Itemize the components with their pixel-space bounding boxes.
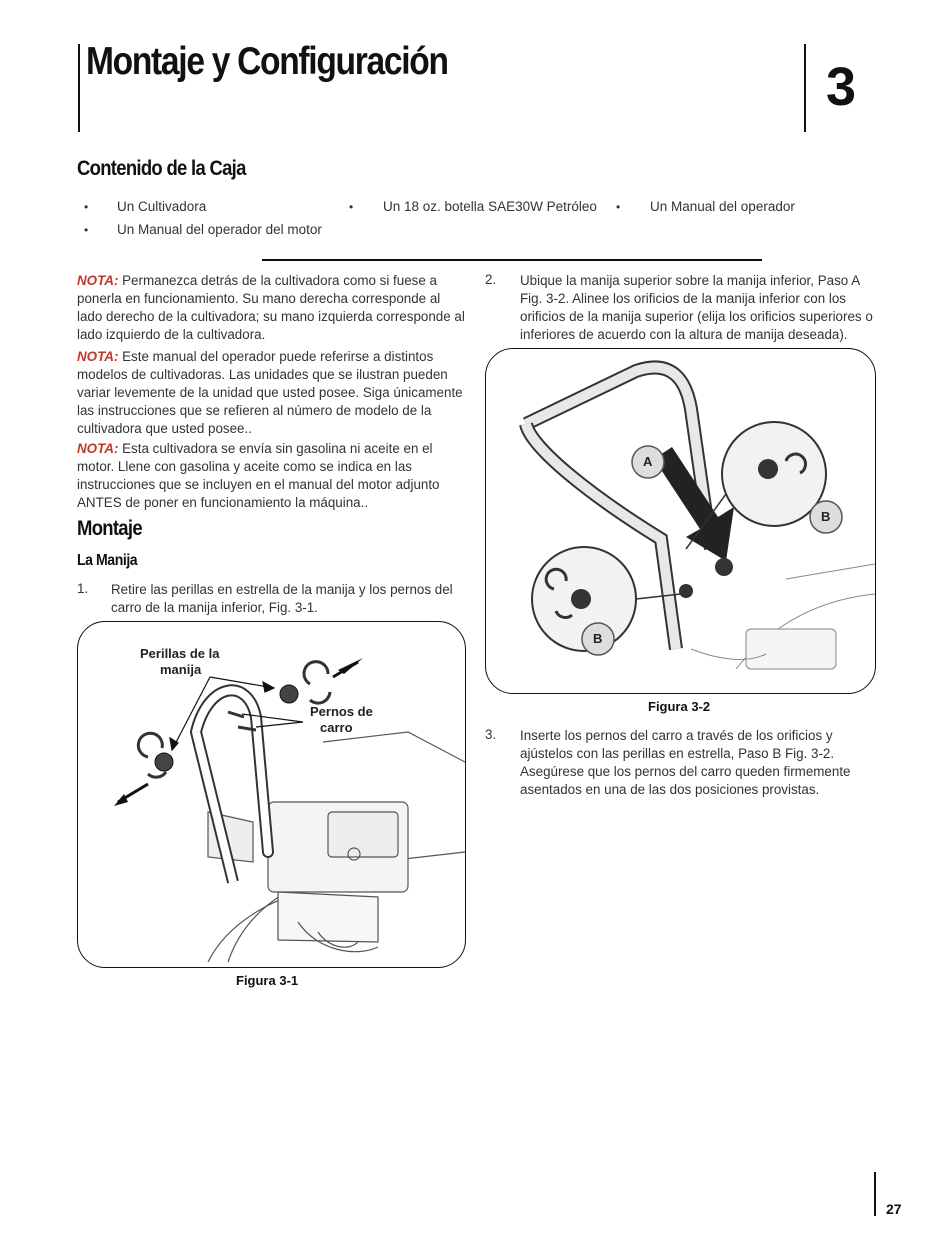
page-title: Montaje y Configuración [86, 40, 448, 83]
note-text: Esta cultivadora se envía sin gasolina ni aceite en el motor. Llene con gasolina y aceite como se indica en las instrucciones que se incluyen en el manual del motor adjunto ANTES de poner en funcionamiento la máquina.. [77, 441, 440, 510]
box-item: Un Manual del operador [650, 199, 795, 214]
bullet: • [616, 200, 621, 214]
label-knobs-line2: manija [160, 662, 202, 677]
callout-b: B [593, 631, 603, 646]
figure-3-1-caption: Figura 3-1 [236, 973, 299, 988]
callout-b: B [821, 509, 831, 524]
bullet: • [84, 223, 89, 237]
note-label: NOTA: [77, 441, 119, 456]
handle-assembly-illustration [78, 622, 465, 967]
box-item: Un 18 oz. botella SAE30W Petróleo [383, 199, 597, 214]
step-number: 3. [485, 727, 497, 742]
figure-label-bolts [310, 704, 373, 736]
step-text: Ubique la manija superior sobre la manija inferior, Paso A Fig. 3-2. Alinee los orificios de la manija inferior con los orificios de la manija superior (elija los orificios superiores o inferiores de acuerdo con la altura de manija deseada). [520, 273, 873, 342]
label-knobs-line1: Perillas de la [140, 646, 220, 661]
figure-3-1 [77, 621, 466, 968]
note-label: NOTA: [77, 349, 119, 364]
section-divider [262, 259, 762, 261]
label-bolts-line2: carro [320, 720, 353, 735]
title-right-rule [804, 44, 806, 132]
note-paragraph [77, 348, 469, 438]
figure-label-knobs [140, 646, 220, 678]
step-text: Retire las perillas en estrella de la manija y los pernos del carro de la manija inferior, Fig. 3-1. [111, 582, 453, 615]
page-number: 27 [886, 1201, 902, 1217]
handle-subheading: La Manija [77, 552, 138, 569]
bullet: • [349, 200, 354, 214]
step-number: 2. [485, 272, 497, 287]
note-text: Permanezca detrás de la cultivadora como si fuese a ponerla en funcionamiento. Su mano derecha corresponde al lado derecho de la cultivadora; su mano izquierda corresponde al lado izquierdo de la cultivadora. [77, 273, 465, 342]
bullet: • [84, 200, 89, 214]
box-item: Un Manual del operador del motor [117, 222, 322, 237]
step-text: Inserte los pernos del carro a través de los orificios y ajústelos con las perillas en estrella, Paso B Fig. 3-2. Asegúrese que los pernos del carro queden firmemente asentados en una de las dos posiciones provistas. [520, 728, 851, 797]
note-paragraph [77, 272, 469, 344]
figure-3-2 [485, 348, 876, 694]
callout-a: A [643, 454, 653, 469]
page-number-rule [874, 1172, 876, 1216]
note-text: Este manual del operador puede referirse a distintos modelos de cultivadoras. Las unidades que se ilustran pueden variar levemente de la unidad que usted posee. Siga únicamente las instrucciones que se refieren al número de modelo de la cultivadora que usted posee.. [77, 349, 463, 436]
chapter-number: 3 [826, 57, 857, 117]
step-number: 1. [77, 581, 89, 596]
box-item: Un Cultivadora [117, 199, 207, 214]
note-paragraph [77, 440, 469, 512]
title-left-rule [78, 44, 80, 132]
box-contents-heading: Contenido de la Caja [77, 157, 246, 180]
note-label: NOTA: [77, 273, 119, 288]
assembly-heading: Montaje [77, 517, 142, 540]
handle-alignment-illustration [486, 349, 875, 693]
label-bolts-line1: Pernos de [310, 704, 373, 719]
figure-3-2-caption: Figura 3-2 [648, 699, 711, 714]
